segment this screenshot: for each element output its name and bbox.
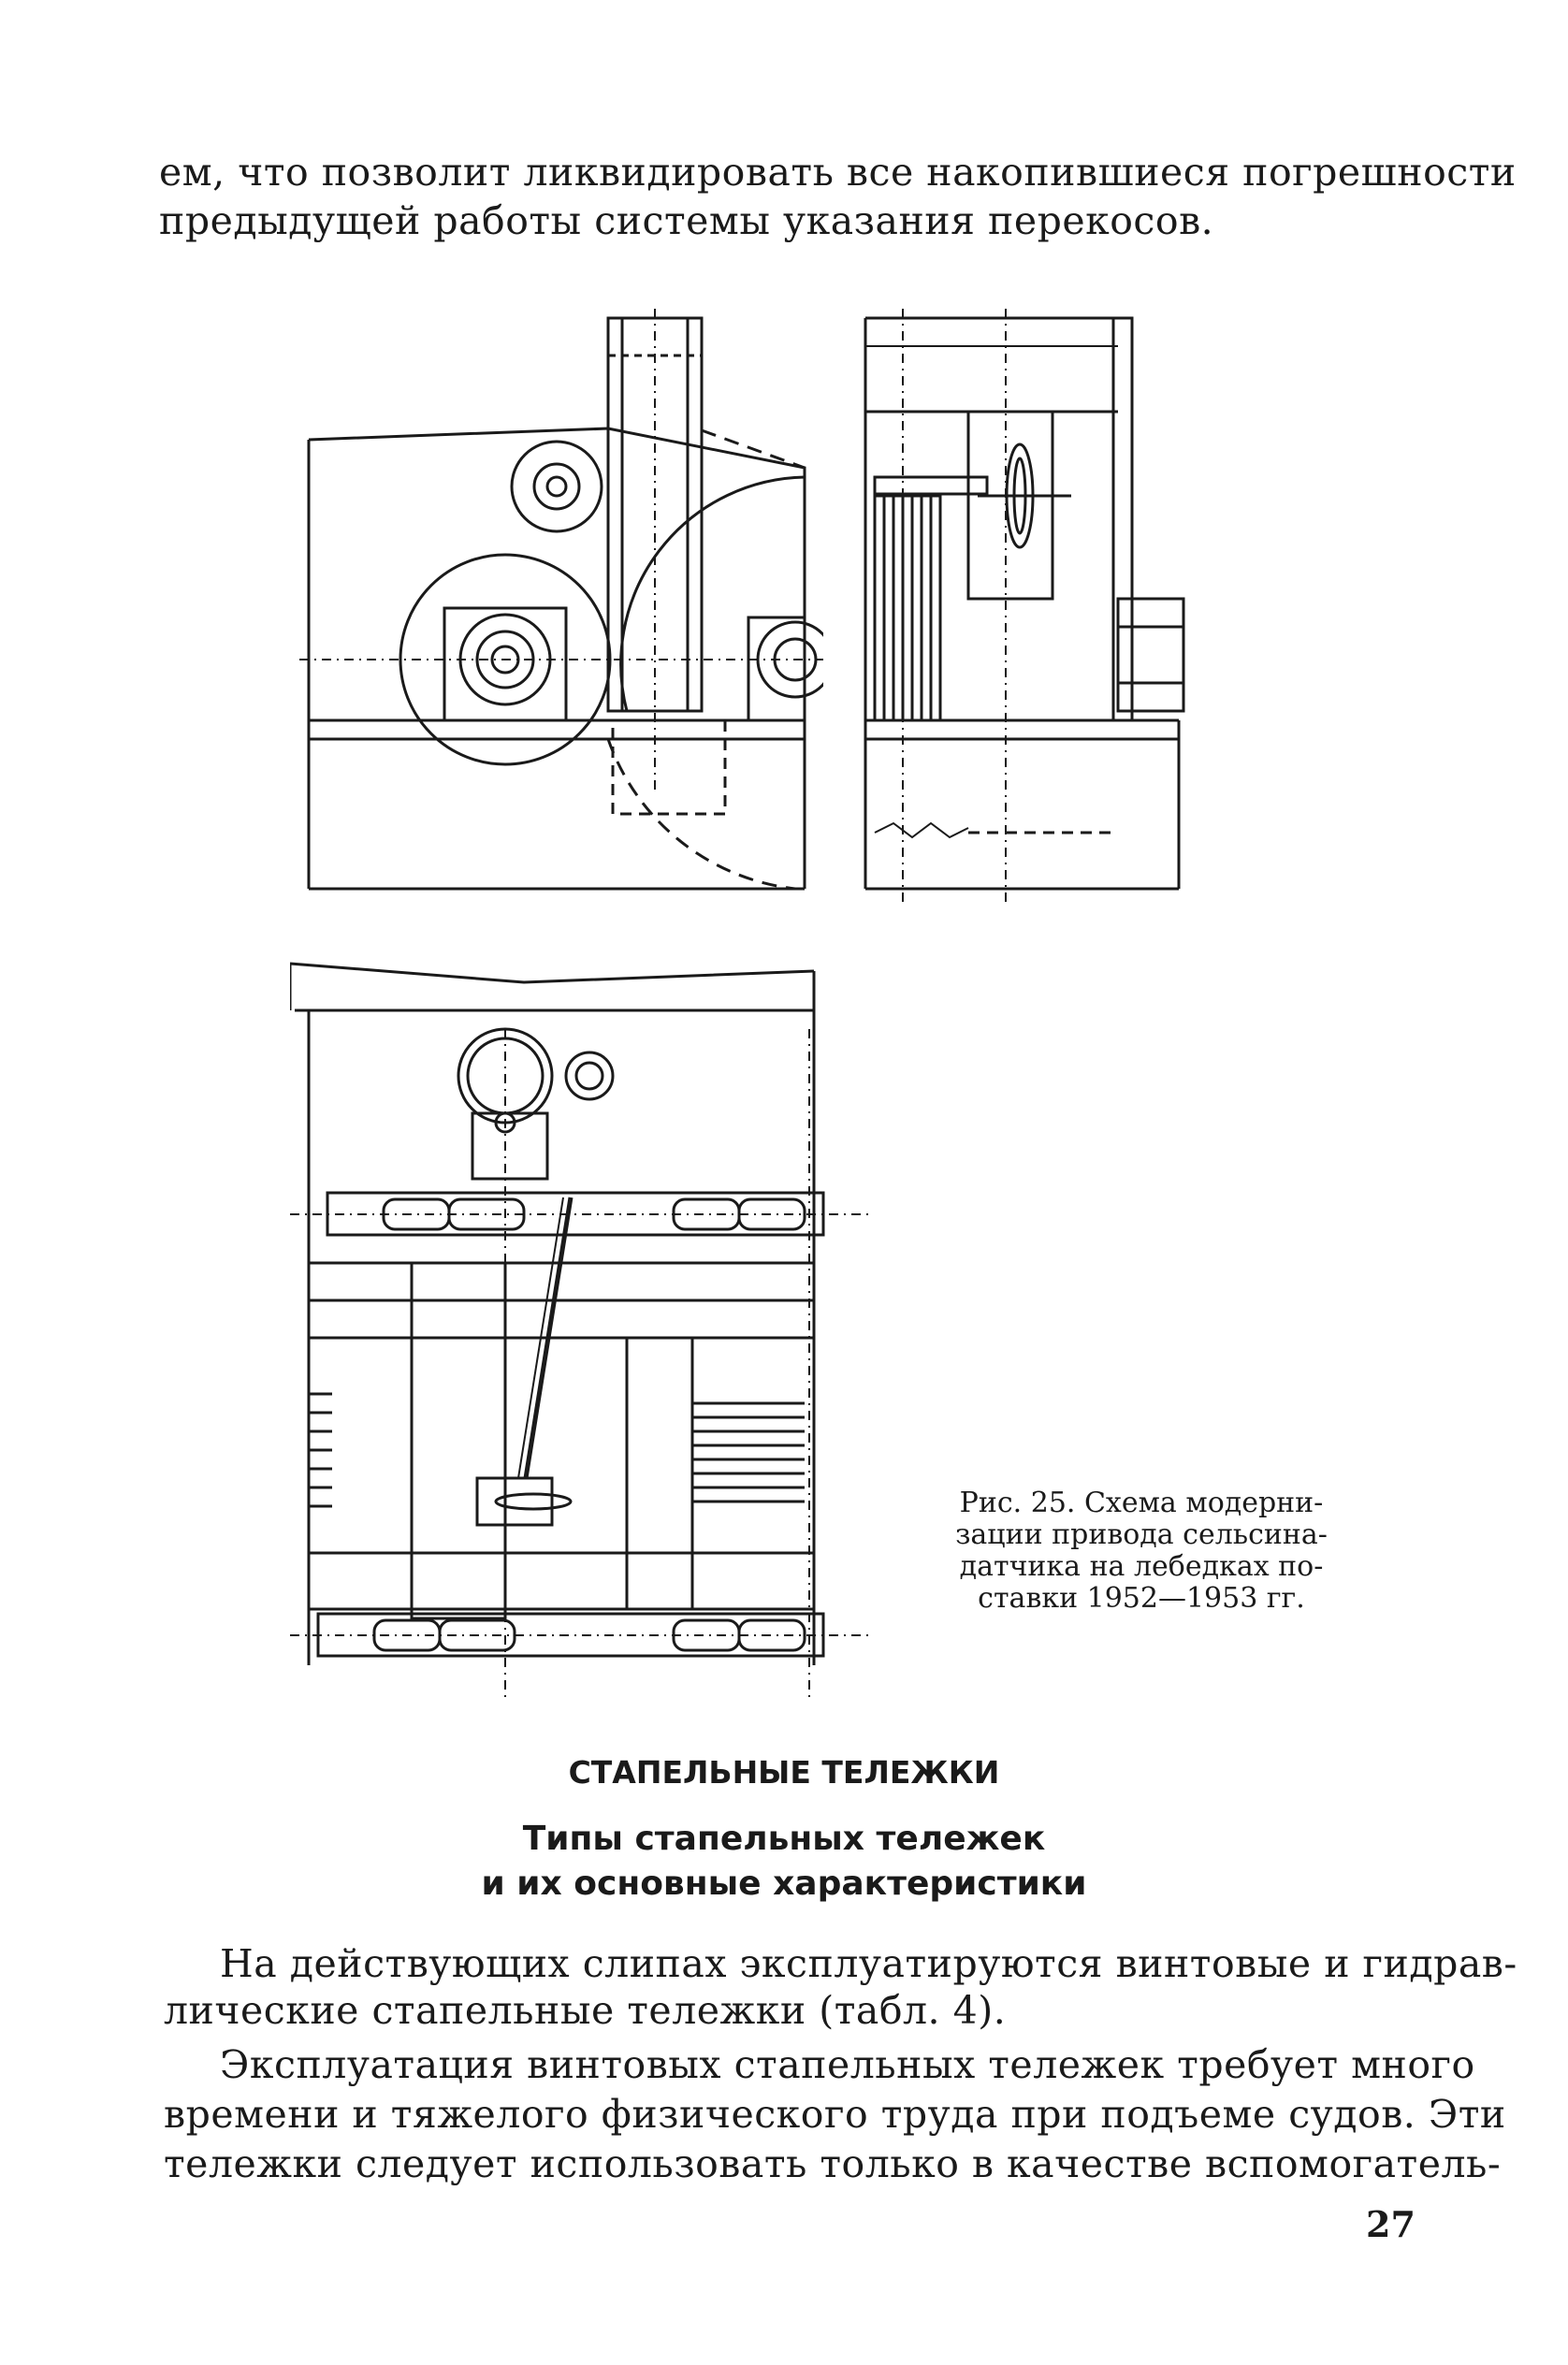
- subheading-line-1: Типы стапельных тележек: [522, 1820, 1046, 1858]
- winch-front-view-drawing: [856, 309, 1193, 907]
- caption-line: датчика на лебедках по-: [959, 1550, 1324, 1583]
- body-line-3: Эксплуатация винтовых стапельных тележек требует много: [220, 2042, 1475, 2087]
- body-line-5: тележки следует использовать только в качестве вспомогатель-: [164, 2141, 1502, 2186]
- body-line-2: лические стапельные тележки (табл. 4).: [164, 1988, 1007, 2033]
- top-text-line-1: ем, что позволит ликвидировать все накопившиеся погрешности: [159, 150, 1517, 195]
- caption-line: ставки 1952—1953 гг.: [978, 1582, 1305, 1615]
- winch-side-view-drawing: [299, 309, 823, 907]
- section-heading: СТАПЕЛЬНЫЕ ТЕЛЕЖКИ: [568, 1754, 1000, 1791]
- page-number: 27: [1366, 2203, 1416, 2245]
- caption-line: зации привода сельсина-: [955, 1518, 1328, 1551]
- winch-plan-view-drawing: [290, 954, 870, 1703]
- body-line-4: времени и тяжелого физического труда при подъеме судов. Эти: [164, 2092, 1506, 2137]
- top-text-line-2: предыдущей работы системы указания перекосов.: [159, 198, 1214, 243]
- caption-line: Рис. 25. Схема модерни-: [959, 1487, 1324, 1519]
- figure-caption: [945, 1487, 1338, 1615]
- subheading-line-2: и их основные характеристики: [481, 1864, 1087, 1903]
- body-line-1: На действующих слипах эксплуатируются винтовые и гидрав-: [220, 1941, 1517, 1986]
